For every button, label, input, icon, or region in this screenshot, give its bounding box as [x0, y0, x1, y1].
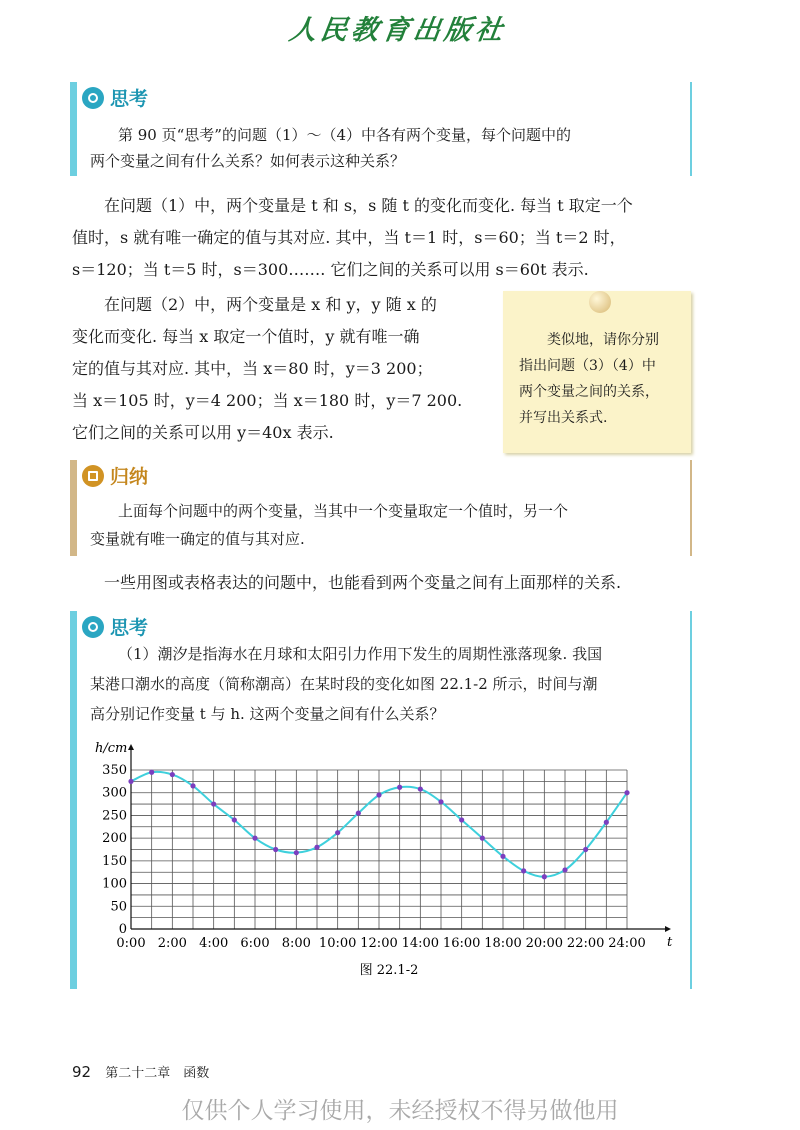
- data-point: [211, 801, 216, 806]
- data-point: [500, 854, 505, 859]
- y-tick-label: 300: [102, 785, 127, 801]
- think-title: 思考: [110, 617, 149, 639]
- y-tick-label: 50: [110, 899, 127, 915]
- data-point: [480, 836, 485, 841]
- x-axis-label: t: [667, 935, 673, 950]
- chapter-label: 第二十二章 函数: [105, 1066, 210, 1081]
- y-axis-label: h/cm: [95, 741, 128, 756]
- data-point: [521, 868, 526, 873]
- data-point: [232, 817, 237, 822]
- x-tick-label: 14:00: [401, 936, 440, 951]
- data-point: [335, 830, 340, 835]
- x-tick-label: 8:00: [281, 936, 311, 951]
- x-tick-label: 2:00: [157, 936, 187, 951]
- data-point: [604, 820, 609, 825]
- y-tick-label: 200: [102, 831, 127, 847]
- data-point: [314, 845, 319, 850]
- publisher-logo: 人民教育出版社: [287, 15, 509, 46]
- think-text-line: 高分别记作变量 t 与 h. 这两个变量之间有什么关系？: [90, 705, 445, 723]
- think-text-line: 某港口潮水的高度（简称潮高）在某时段的变化如图 22.1-2 所示，时间与潮: [90, 675, 598, 693]
- think-text-line: （1）潮汐是指海水在月球和太阳引力作用下发生的周期性涨落现象. 我国: [118, 645, 603, 663]
- note-line: 并写出关系式.: [519, 410, 608, 426]
- data-point: [128, 779, 133, 784]
- y-tick-label: 350: [102, 763, 127, 778]
- data-point: [170, 772, 175, 777]
- x-tick-label: 22:00: [566, 936, 605, 951]
- think-box-1: [70, 82, 692, 176]
- tide-chart: [85, 735, 685, 985]
- body-paragraph-line: 一些用图或表格表达的问题中，也能看到两个变量之间有上面那样的关系.: [104, 573, 622, 592]
- note-line: 类似地，请你分别: [547, 332, 659, 348]
- x-tick-label: 16:00: [442, 936, 481, 951]
- note-line: 两个变量之间的关系，: [519, 384, 659, 400]
- figure-caption: 图 22.1-2: [359, 963, 419, 978]
- think-text-line: 两个变量之间有什么关系？如何表示这种关系？: [90, 152, 406, 170]
- body-paragraph-line: 它们之间的关系可以用 y＝40x 表示.: [72, 423, 334, 442]
- x-tick-label: 18:00: [484, 936, 522, 951]
- data-point: [376, 792, 381, 797]
- x-tick-label: 0:00: [116, 936, 146, 951]
- data-point: [562, 867, 567, 872]
- body-paragraph-line: 在问题（1）中，两个变量是 t 和 s，s 随 t 的变化而变化. 每当 t 取定一个: [104, 196, 633, 215]
- x-tick-label: 20:00: [525, 936, 564, 951]
- data-point: [294, 850, 299, 855]
- page-footer: [72, 1062, 209, 1081]
- summary-text-line: 变量就有唯一确定的值与其对应.: [90, 530, 305, 548]
- data-point: [397, 785, 402, 790]
- x-tick-label: 4:00: [199, 936, 229, 951]
- data-point: [149, 770, 154, 775]
- body-paragraph-line: 当 x＝105 时，y＝4 200；当 x＝180 时，y＝7 200.: [72, 391, 463, 410]
- data-point: [583, 847, 588, 852]
- summary-icon: [82, 465, 104, 487]
- lightbulb-icon: [82, 87, 104, 109]
- x-tick-label: 10:00: [318, 936, 357, 951]
- y-tick-label: 150: [102, 853, 127, 869]
- data-point: [190, 783, 195, 788]
- think-text-line: 第 90 页“思考”的问题（1）～（4）中各有两个变量，每个问题中的: [118, 126, 572, 144]
- x-tick-label: 12:00: [360, 936, 398, 951]
- data-point: [273, 847, 278, 852]
- x-tick-label: 6:00: [240, 936, 270, 951]
- summary-text-line: 上面每个问题中的两个变量，当其中一个变量取定一个值时，另一个: [118, 502, 569, 520]
- data-point: [542, 874, 547, 879]
- summary-title: 归纳: [110, 466, 149, 488]
- body-paragraph-line: s＝120；当 t＝5 时，s＝300……. 它们之间的关系可以用 s＝60t 表示.: [72, 260, 589, 279]
- body-paragraph-line: 定的值与其对应. 其中，当 x＝80 时，y＝3 200；: [72, 359, 433, 378]
- watermark: 仅供个人学习使用，未经授权不得另做他用: [181, 1098, 619, 1124]
- note-line: 指出问题（3）（4）中: [519, 358, 656, 374]
- y-tick-label: 100: [102, 876, 127, 892]
- y-tick-label: 0: [118, 922, 127, 937]
- lightbulb-icon: [82, 616, 104, 638]
- x-axis-arrow: [665, 926, 671, 932]
- data-point: [418, 786, 423, 791]
- pushpin-icon: [589, 291, 611, 313]
- data-point: [438, 799, 443, 804]
- page-number: 92: [72, 1063, 92, 1081]
- body-paragraph-line: 值时，s 就有唯一确定的值与其对应. 其中，当 t＝1 时，s＝60；当 t＝2 时，: [72, 228, 626, 247]
- x-tick-label: 24:00: [608, 936, 646, 951]
- data-point: [624, 790, 629, 795]
- data-point: [459, 817, 464, 822]
- data-point: [356, 811, 361, 816]
- think-title: 思考: [110, 88, 149, 110]
- sticky-note: [503, 291, 691, 453]
- body-paragraph-line: 在问题（2）中，两个变量是 x 和 y，y 随 x 的: [104, 295, 437, 314]
- y-tick-label: 250: [102, 808, 127, 824]
- body-paragraph-line: 变化而变化. 每当 x 取定一个值时，y 就有唯一确: [72, 327, 420, 346]
- y-axis-arrow: [128, 744, 134, 750]
- summary-box: [70, 460, 692, 556]
- data-point: [252, 836, 257, 841]
